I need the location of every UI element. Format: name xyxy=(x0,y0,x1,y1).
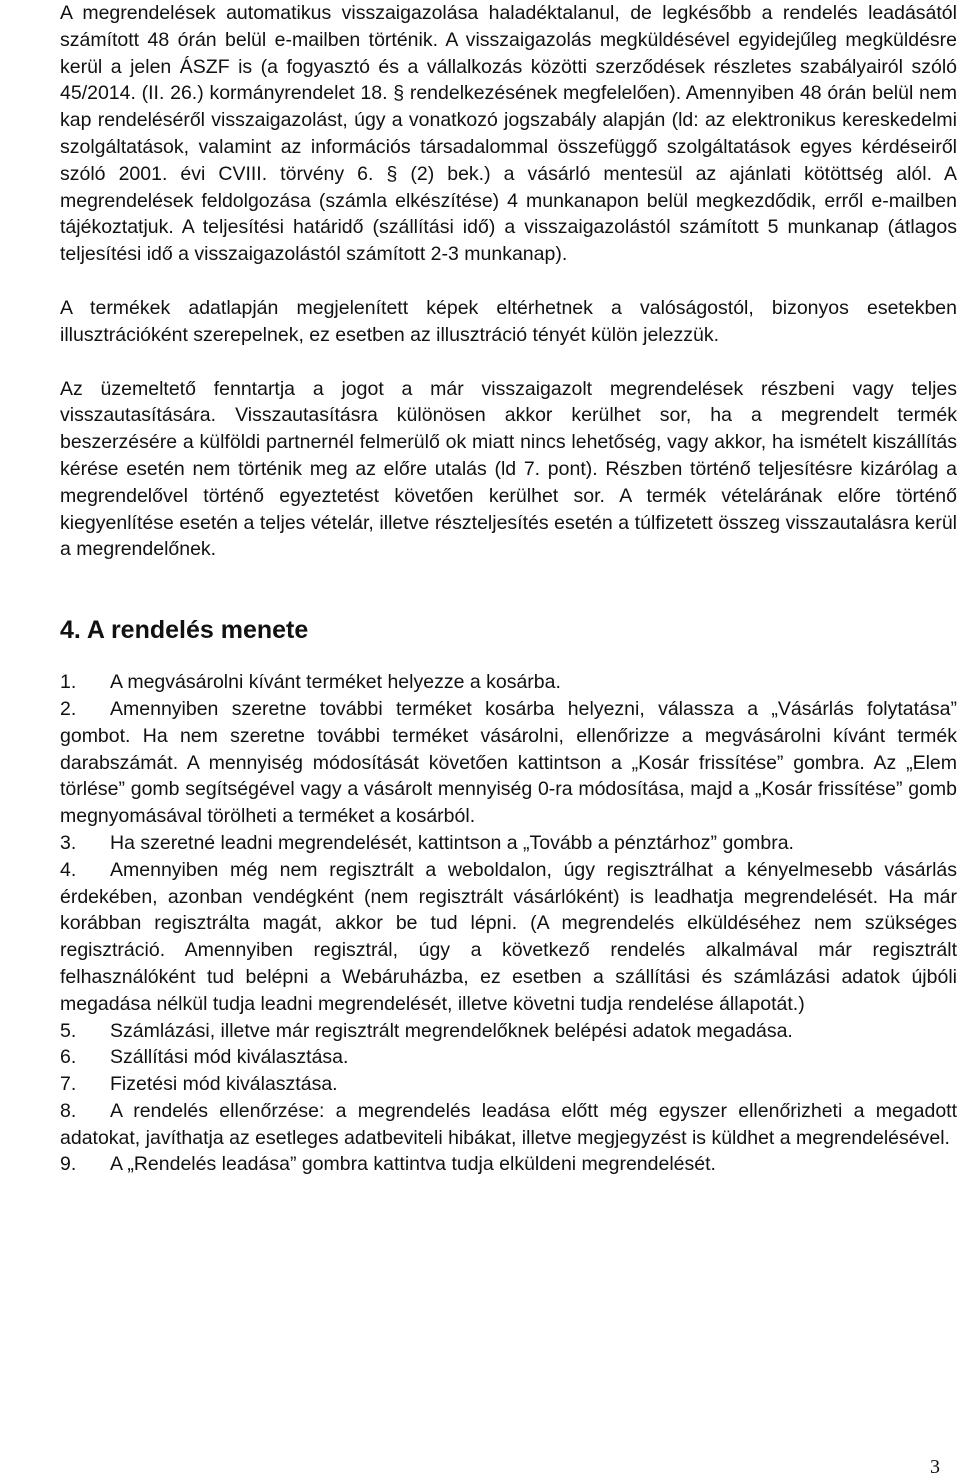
list-item xyxy=(60,669,957,696)
list-item-text: Amennyiben még nem regisztrált a weboldalon, úgy regisztrálhat a kényelmesebb vásárlás érdekében, azonban vendégként (nem regisztrált vásárlóként) is leadhatja megrendelését. Ha már korábban regisztrálta magát, akkor be tud lépni. (A megrendelés elküldéséhez nem szükséges regisztráció. Amennyiben regisztrál, úgy a következő rendelés alkalmával már regisztrált felhasználóként tud belépni a Webáruházba, ez esetben a szállítási és számlázási adatok újbóli megadása nélkül tudja leadni megrendelését, illetve követni tudja rendelése állapotát.) xyxy=(60,858,957,1015)
list-item-number: 5. xyxy=(60,1019,77,1042)
paragraph-order-rejection: Az üzemeltető fenntartja a jogot a már visszaigazolt megrendelések részbeni vagy teljes visszautasítására. Visszautasításra különösen akkor kerülhet sor, ha a megrendelt termék beszerzésére a külföldi partnernél felmerülő ok miatt nincs lehetőség, vagy akkor, ha ismételt kiszállítás kérése esetén nem történik meg az előre utalás (ld 7. pont). Részben történő teljesítésre kizárólag a megrendelővel történő egyeztetést követően kerülhet sor. A termék vételárának előre történő kiegyenlítése esetén a teljes vételár, illetve részteljesítés esetén a túlfizetett összeg visszautalásra kerül a megrendelőnek. xyxy=(60,377,957,561)
list-item-text: Szállítási mód kiválasztása. xyxy=(110,1046,349,1069)
order-steps-list xyxy=(60,669,957,1178)
list-item xyxy=(60,1044,957,1071)
paragraph-order-confirmation: A megrendelések automatikus visszaigazolása haladéktalanul, de legkésőbb a rendelés leadásától számított 48 órán belül e-mailben történik. A visszaigazolás megküldésével egyidejűleg megküldésre kerül a jelen ÁSZF is (a fogyasztó és a vállalkozás közötti szerződések részletes szabályairól szóló 45/2014. (II. 26.) kormányrendelet 18. § rendelkezésének megfelelően). Amennyiben 48 órán belül nem kap rendeléséről visszaigazolást, úgy a vonatkozó jogszabály alapján (ld: az elektronikus kereskedelmi szolgáltatások, valamint az információs társadalommal összefüggő szolgáltatások egyes kérdéseiről szóló 2001. évi CVIII. törvény 6. § (2) bek.) a vásárló mentesül az ajánlati kötöttség alól. A megrendelések feldolgozása (számla elkészítése) 4 munkanapon belül megkezdődik, erről e-mailben tájékoztatjuk. A teljesítési határidő (szállítási idő) a visszaigazolástól számított 5 munkanap (átlagos teljesítési idő a visszaigazolástól számított 2-3 munkanap). xyxy=(60,2,957,266)
list-item-text: Fizetési mód kiválasztása. xyxy=(110,1073,338,1096)
list-item-text: A rendelés ellenőrzése: a megrendelés leadása előtt még egyszer ellenőrizheti a megadott adatokat, javíthatja az esetleges adatbeviteli hibákat, illetve megjegyzést is küldhet a megrendelésével. xyxy=(60,1099,957,1149)
list-item-number: 3. xyxy=(60,831,77,854)
list-item-text: Ha szeretné leadni megrendelését, kattintson a „Tovább a pénztárhoz” gombra. xyxy=(110,831,794,854)
list-item-number: 6. xyxy=(60,1046,77,1069)
list-item-number: 1. xyxy=(60,671,77,694)
list-item-text: A megvásárolni kívánt terméket helyezze a kosárba. xyxy=(110,671,561,694)
list-item xyxy=(60,857,957,1018)
list-item-text: Amennyiben szeretne további terméket kosárba helyezni, válassza a „Vásárlás folytatása” gombot. Ha nem szeretne további terméket vásárolni, ellenőrizze a megvásárolni kívánt termék darabszámát. A mennyiség módosítását követően kattintson a „Kosár frissítése” gombra. Az „Elem törlése” gomb segítségével vagy a vásárolt mennyiség 0-ra módosítása, majd a „Kosár frissítése” gomb megnyomásával törölheti a terméket a kosárból. xyxy=(60,697,957,828)
list-item-text: A „Rendelés leadása” gombra kattintva tudja elküldeni megrendelését. xyxy=(110,1153,716,1176)
paragraph-product-images: A termékek adatlapján megjelenített képek eltérhetnek a valóságostól, bizonyos esetekben illusztrációként szerepelnek, ez esetben az illusztráció tényét külön jelezzük. xyxy=(60,296,957,346)
list-item-number: 8. xyxy=(60,1099,77,1122)
document-page xyxy=(60,0,957,1178)
list-item-number: 4. xyxy=(60,858,77,881)
list-item xyxy=(60,1151,957,1178)
section-heading: 4. A rendelés menete xyxy=(60,616,309,645)
list-item-number: 9. xyxy=(60,1153,77,1176)
list-item xyxy=(60,1098,957,1152)
page-number: 3 xyxy=(930,1456,940,1478)
list-item-number: 7. xyxy=(60,1073,77,1096)
list-item-number: 2. xyxy=(60,697,77,720)
list-item xyxy=(60,1018,957,1045)
list-item-text: Számlázási, illetve már regisztrált megrendelőknek belépési adatok megadása. xyxy=(110,1019,793,1042)
list-item xyxy=(60,1071,957,1098)
list-item xyxy=(60,830,957,857)
list-item xyxy=(60,696,957,830)
